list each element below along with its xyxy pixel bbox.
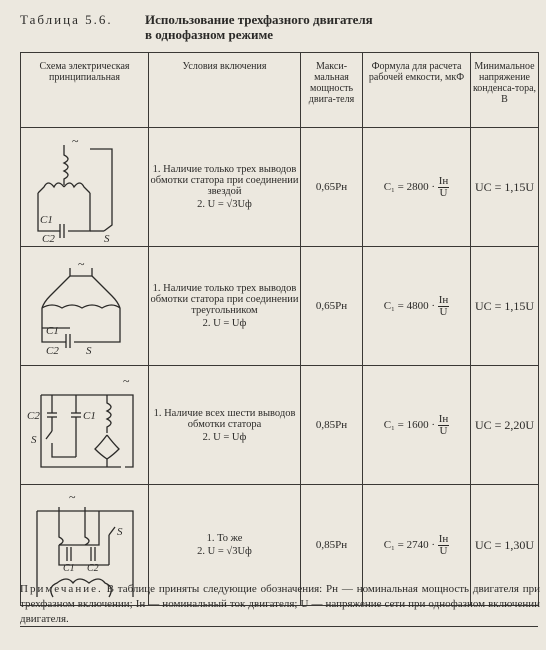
header-scheme: Схема электрическая принципиальная	[21, 53, 149, 128]
label-c2: C2	[86, 563, 99, 574]
table-title	[20, 12, 475, 42]
scheme-cell	[21, 128, 149, 247]
formula-cell	[363, 366, 471, 485]
caption-line-1: Использование трехфазного двигателя	[145, 12, 373, 27]
formula-denominator: U	[439, 424, 448, 437]
motor-table	[20, 52, 539, 606]
power-cell: 0,85Pн	[301, 485, 363, 606]
formula-left: C₁ = 1600 ·	[383, 418, 435, 431]
formula-denominator: U	[439, 544, 448, 557]
condition-1: 1. То же	[206, 533, 243, 544]
conditions-cell	[149, 247, 301, 366]
caption-line-2: в однофазном режиме	[145, 27, 274, 42]
power-cell: 0,65Pн	[301, 247, 363, 366]
label-s: S	[103, 233, 109, 243]
table-row	[21, 366, 539, 485]
power-cell: 0,85Pн	[301, 366, 363, 485]
condition-1: 1. Наличие только трех выводов обмотки статора при соединении звездой	[150, 164, 299, 197]
formula-cell	[363, 247, 471, 366]
table-note	[20, 582, 540, 627]
condition-2: 2. U = √3Uф	[197, 199, 252, 210]
formula-numerator: Iн	[438, 293, 449, 306]
bottom-rule	[20, 626, 538, 627]
ac-source-tilde: ~	[122, 374, 129, 388]
formula-denominator: U	[439, 186, 448, 199]
label-c2: C2	[26, 410, 40, 422]
condition-1: 1. Наличие только трех выводов обмотки статора при соединении треугольником	[150, 283, 299, 316]
condition-1: 1. Наличие всех шести выводов обмотки статора	[153, 407, 296, 430]
formula-left: C₁ = 2740 ·	[383, 538, 435, 551]
conditions-cell	[149, 128, 301, 247]
label-s: S	[85, 345, 91, 356]
condition-2: 2. U = √3Uф	[197, 546, 252, 557]
table-row	[21, 247, 539, 366]
ac-source-tilde: ~	[68, 491, 75, 504]
ac-source-tilde: ~	[77, 257, 84, 271]
formula-fraction	[438, 176, 450, 199]
label-s: S	[116, 526, 122, 538]
formula-fraction	[438, 534, 450, 557]
conditions-cell	[149, 366, 301, 485]
delta-connection-diagram	[30, 256, 140, 356]
note-text: В таблице приняты следующие обозначения: Pн — номинальная мощность двигателя при трехфазном включении; Iн — номинальный ток двигателя; U — напряжение сети при однофазном включении двигателя.	[20, 583, 541, 625]
voltage-cell: UC = 1,30U	[471, 485, 539, 606]
formula-numerator: Iн	[438, 532, 449, 545]
header-conditions: Условия включения	[149, 53, 301, 128]
condition-2: 2. U = Uф	[202, 318, 247, 329]
voltage-cell: UC = 1,15U	[471, 247, 539, 366]
star-connection-diagram	[30, 131, 140, 243]
formula-cell	[363, 128, 471, 247]
formula-numerator: Iн	[438, 412, 449, 425]
formula-fraction	[438, 295, 450, 318]
label-c1: C1	[82, 410, 96, 422]
scheme-cell	[21, 247, 149, 366]
condition-2: 2. U = Uф	[202, 431, 247, 443]
table-caption	[145, 12, 475, 42]
table-row	[21, 128, 539, 247]
formula-fraction	[438, 414, 450, 437]
power-cell: 0,65Pн	[301, 128, 363, 247]
label-c1: C1	[45, 325, 59, 337]
ac-source-tilde: ~	[71, 134, 78, 148]
voltage-cell: UC = 1,15U	[471, 128, 539, 247]
voltage-cell: UC = 2,20U	[471, 366, 539, 485]
label-c1: C1	[39, 214, 53, 226]
formula-left: C₁ = 2800 ·	[383, 180, 435, 193]
formula-left: C₁ = 4800 ·	[383, 299, 435, 312]
table-number: Таблица 5.6.	[20, 12, 113, 27]
label-c2: C2	[45, 345, 59, 356]
scheme-cell	[21, 366, 149, 485]
formula-numerator: Iн	[438, 174, 449, 187]
header-formula: Формула для расчета рабочей емкости, мкФ	[363, 53, 471, 128]
six-lead-diagram	[27, 373, 143, 477]
formula-denominator: U	[439, 305, 448, 318]
label-c2: C2	[41, 233, 55, 243]
header-voltage: Минимальное напряжение конденса-тора, В	[471, 53, 539, 128]
label-s: S	[30, 434, 36, 446]
note-label: Примечание.	[20, 583, 103, 595]
label-c1: C1	[62, 563, 75, 574]
header-power: Макси-мальная мощность двига-теля	[301, 53, 363, 128]
